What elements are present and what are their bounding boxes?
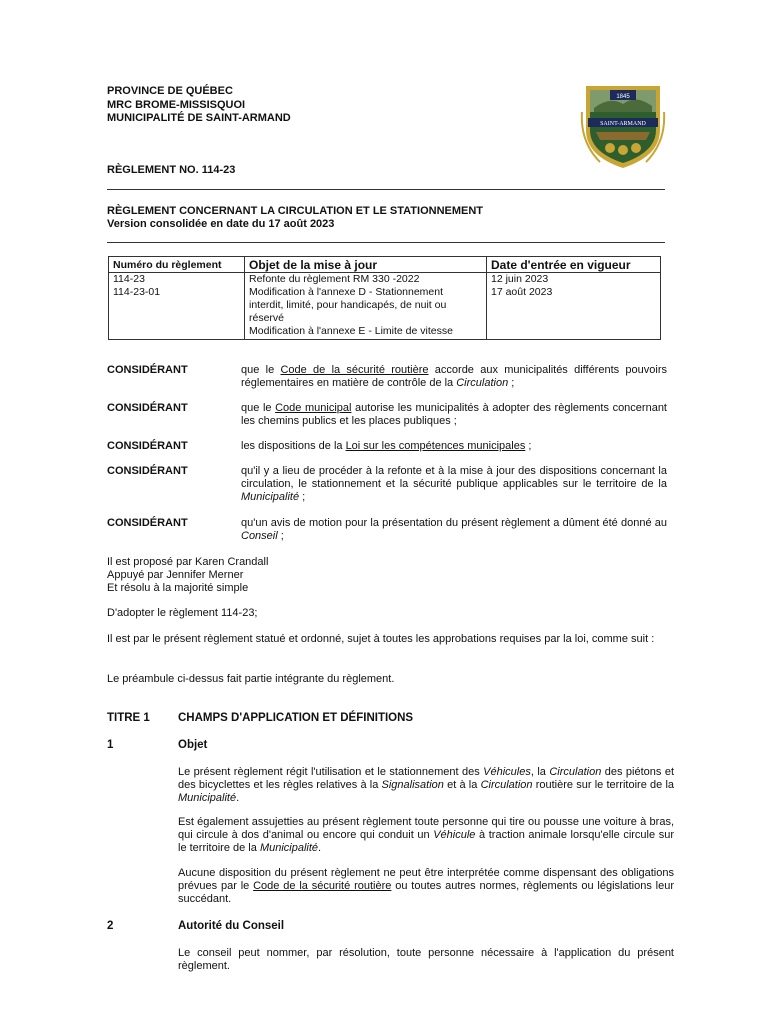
- motion-preamble: Le préambule ci-dessus fait partie intégrante du règlement.: [107, 673, 395, 685]
- motion-seconded-by: Appuyé par Jennifer Merner: [107, 569, 244, 581]
- table-cell: 12 juin 2023: [487, 273, 661, 287]
- motion-proposed-by: Il est proposé par Karen Crandall: [107, 556, 269, 568]
- motion-resolved: Et résolu à la majorité simple: [107, 582, 249, 594]
- col-header-date: Date d'entrée en vigueur: [487, 257, 661, 273]
- table-cell: Refonte du règlement RM 330 -2022: [245, 273, 487, 287]
- col-header-object: Objet de la mise à jour: [245, 257, 487, 273]
- considerant-text: que le Code municipal autorise les municipalités à adopter des règlements concernant les chemins publics et les places publiques ;: [241, 402, 667, 427]
- table-cell: [109, 325, 245, 340]
- table-row: [109, 273, 661, 287]
- document-subtitle: Version consolidée en date du 17 août 2023: [107, 218, 335, 230]
- motion-statute: Il est par le présent règlement statué et ordonné, sujet à toutes les approbations requises par la loi, comme suit :: [107, 633, 655, 645]
- considerant-label: CONSIDÉRANT: [107, 440, 188, 452]
- amendments-table: [108, 256, 661, 340]
- col-header-number: Numéro du règlement: [109, 257, 245, 273]
- article-1-paragraph-1: Le présent règlement régit l'utilisation et le stationnement des Véhicules, la Circulation des piétons et des bicyclettes et les règles relatives à la Signalisation et à la Circulation routière sur le territoire de la Municipalité.: [178, 766, 675, 804]
- table-row: [109, 286, 661, 299]
- reglement-number: RÈGLEMENT NO. 114-23: [107, 164, 236, 176]
- motion-adopt: D'adopter le règlement 114-23;: [107, 607, 258, 619]
- considerant-text: que le Code de la sécurité routière accorde aux municipalités différents pouvoirs réglementaires en matière de contrôle de la Circulation ;: [241, 364, 667, 389]
- considerant-label: CONSIDÉRANT: [107, 402, 188, 414]
- municipal-coat-of-arms-logo: [580, 82, 666, 170]
- considerant-label: CONSIDÉRANT: [107, 465, 188, 477]
- article-1-paragraph-2: Est également assujetties au présent règlement toute personne qui tire ou pousse une voiture à bras, qui circule à dos d'animal ou encore qui conduit un Véhicule à traction animale lorsqu'elle circule sur le territoire de la Municipalité.: [178, 816, 674, 854]
- table-cell: [109, 312, 245, 325]
- table-cell: réservé: [245, 312, 487, 325]
- table-cell: [109, 299, 245, 312]
- article-1-number: 1: [107, 739, 114, 751]
- table-row: [109, 299, 661, 312]
- table-header-row: [109, 257, 661, 273]
- considerant-label: CONSIDÉRANT: [107, 517, 188, 529]
- table-cell: Modification à l'annexe E - Limite de vitesse: [245, 325, 487, 340]
- divider-top: [107, 189, 665, 190]
- loi-competences-reference: Loi sur les compétences municipales: [345, 440, 526, 452]
- article-2-paragraph-1: Le conseil peut nommer, par résolution, toute personne nécessaire à l'application du présent règlement.: [178, 947, 674, 972]
- considerant-label: CONSIDÉRANT: [107, 364, 188, 376]
- divider-bottom: [107, 242, 665, 243]
- titre-title: CHAMPS D'APPLICATION ET DÉFINITIONS: [178, 712, 414, 724]
- article-1-paragraph-3: Aucune disposition du présent règlement ne peut être interprétée comme dispensant des obligations prévues par le Code de la sécurité routière ou toutes autres normes, règlements ou législations leur succédant.: [178, 867, 674, 905]
- table-cell: Modification à l'annexe D - Stationnement: [245, 286, 487, 299]
- considerant-text: les dispositions de la Loi sur les compétences municipales ;: [241, 440, 532, 452]
- table-cell: [487, 325, 661, 340]
- table-cell: interdit, limité, pour handicapés, de nuit ou: [245, 299, 487, 312]
- document-title-block: [107, 205, 483, 231]
- titre-number: TITRE 1: [107, 712, 150, 724]
- code-securite-routiere-reference: Code de la sécurité routière: [280, 364, 429, 376]
- header-province: PROVINCE DE QUÉBEC: [107, 85, 233, 97]
- article-1-title: Objet: [178, 739, 208, 751]
- table-cell: 114-23: [109, 273, 245, 287]
- table-cell: [487, 299, 661, 312]
- logo-banner-text: SAINT-ARMAND: [600, 121, 646, 127]
- header-municipality: MUNICIPALITÉ DE SAINT-ARMAND: [107, 112, 291, 124]
- table-row: [109, 325, 661, 340]
- article-2-number: 2: [107, 920, 114, 932]
- article-2-title: Autorité du Conseil: [178, 920, 285, 932]
- header-mrc: MRC BROME-MISSISQUOI: [107, 98, 246, 111]
- table-cell: 17 août 2023: [487, 286, 661, 299]
- table-cell: 114-23-01: [109, 286, 245, 299]
- code-municipal-reference: Code municipal: [275, 402, 352, 414]
- considerant-text: qu'un avis de motion pour la présentation du présent règlement a dûment été donné au Conseil ;: [241, 517, 667, 542]
- code-securite-routiere-reference: Code de la sécurité routière: [253, 880, 392, 892]
- motion-block: [107, 556, 665, 595]
- municipal-header: [107, 85, 291, 126]
- document-title: RÈGLEMENT CONCERNANT LA CIRCULATION ET LE STATIONNEMENT: [107, 205, 484, 217]
- table-cell: [487, 312, 661, 325]
- logo-year: 1845: [616, 94, 630, 100]
- considerant-text: qu'il y a lieu de procéder à la refonte et à la mise à jour des dispositions concernant la circulation, le stationnement et la sécurité publique applicables sur le territoire de la Municipalité ;: [241, 465, 667, 503]
- table-row: [109, 312, 661, 325]
